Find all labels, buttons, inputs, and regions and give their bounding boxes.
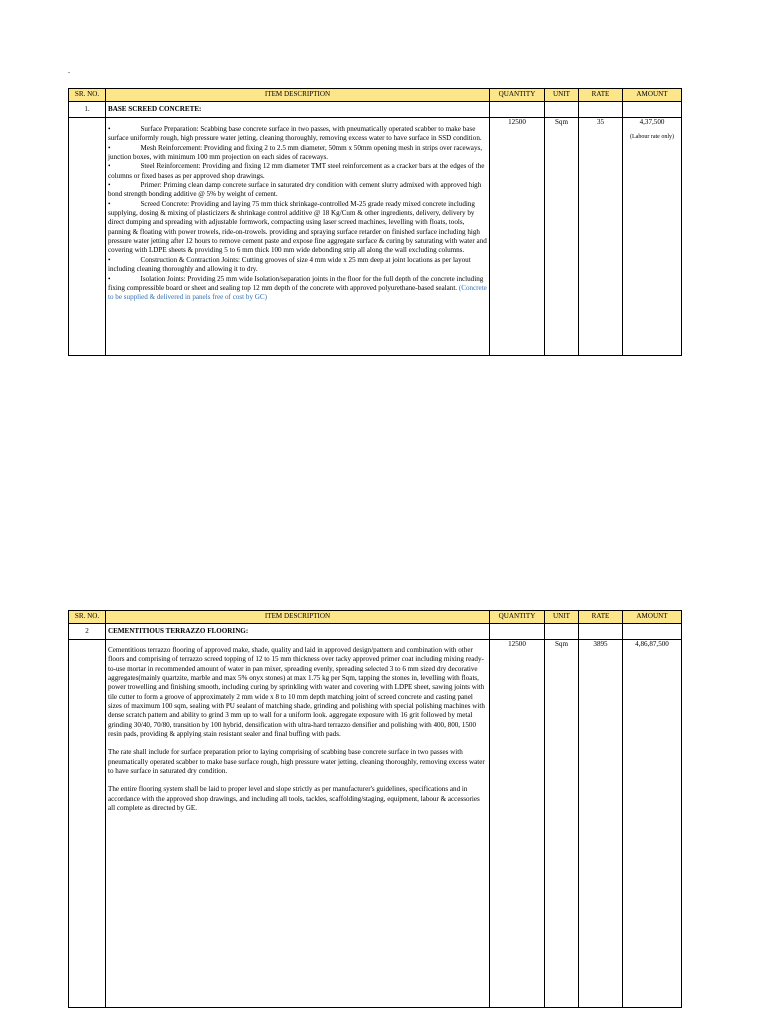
boq-table-item-2 bbox=[68, 610, 682, 1008]
header-item-description: ITEM DESCRIPTION bbox=[106, 611, 490, 624]
header-quantity: QUANTITY bbox=[490, 89, 545, 102]
item-title-row bbox=[69, 624, 682, 640]
item-detail-row bbox=[69, 640, 682, 1008]
amount-value: 4,37,500 bbox=[639, 118, 665, 126]
description-paragraph: The entire flooring system shall be laid to proper level and slope strictly as per manufacturer's guidelines, specifications and in accordance with the approved shop drawings, and including all tools, tackles, scaffolding/staging, equipment, labour & accessories all complete as directed by GE. bbox=[108, 785, 480, 813]
header-quantity: QUANTITY bbox=[490, 611, 545, 624]
description-paragraph: Cementitious terrazzo flooring of approved make, shade, quality and laid in approved design/pattern and combination with other floors and comprising of terrazzo screed topping of 12 to 15 mm thickness over tacky approved primer coat including mixing ready-to-use mortar in recommended amount of water in pan mixer, spreading evenly, spreading selected 3 to 6 mm sized dry decorative aggregates(mainly quartzite, marble and max 5% onyx stones) at max 1.75 kg per Sqm, tapping the stones in, levelling with floats, power trowelling and finishing smooth, including curing by sprinkling with water and covering with LDPE sheet, sawing joints with tile cutter to form a groove of approximately 2 mm wide x 8 to 10 mm depth matching joint of screed concrete and casting panel sizes of maximum 100 sqm, sealing with PU sealant of matching shade, grinding and polishing with special polishing machines with dense scratch pattern and ability to grind 3 mm up to wall for a uniform look. aggregate exposure with 16 grit followed by metal grinding 30/40, 70/80, transition by 100 hybrid, densification with ultra-hard terrazzo densifier and polishing with 400, 800, 1500 resin pads, providing & applying stain resistant sealer and final buffing with pads. bbox=[108, 646, 485, 739]
header-row bbox=[69, 611, 682, 624]
bullet-item: • Screed Concrete: Providing and laying 75 mm thick shrinkage-controlled M-25 grade ready mixed concrete including supplying, dosing & mixing of plasticizers & shrinkage control additive @ 18 Kg/Cum & other ingredients, delivery, delivery by direct dumping and spreading with adjustable formwork, compacting using laser screed machines, levelling with floats, tools, panning & floating with power trowels, ride-on-trowels. providing and spraying surface retarder on finished surface including high pressure water jetting after 12 hours to remove cement paste and expose fine aggregate surface & curing by saturating with water and covering with LDPE sheets & providing 5 to 6 mm thick 100 mm wide debonding strip all along the wall excluding columns. bbox=[108, 199, 487, 255]
bullet-item: • Isolation Joints: Providing 25 mm wide Isolation/separation joints in the floor for the full depth of the concrete including fixing compressible board or sheet and sealing top 12 mm depth of the concrete with approved polyurethane-based sealant. (Concrete to be supplied & delivered in panels free of cost by GC) bbox=[108, 274, 487, 302]
item-sr-no: 2 bbox=[69, 624, 106, 640]
header-amount: AMOUNT bbox=[623, 89, 682, 102]
unit-value: Sqm bbox=[545, 640, 579, 1008]
description-paragraph: The rate shall include for surface preparation prior to laying comprising of scabbing base concrete surface in two passes with pneumatically operated scabber to make base surface rough, high pressure water jetting, cleaning thoroughly, removing excess water to have surface in saturated dry condition. bbox=[108, 748, 485, 776]
item-sr-no: 1. bbox=[69, 102, 106, 118]
amount-cell bbox=[623, 118, 682, 356]
bullet-item: • Primer: Priming clean damp concrete surface in saturated dry condition with cement slurry admixed with approved high bond strength bonding additive @ 5% by weight of cement. bbox=[108, 181, 482, 199]
rate-value: 35 bbox=[579, 118, 623, 356]
header-amount: AMOUNT bbox=[623, 611, 682, 624]
header-item-description: ITEM DESCRIPTION bbox=[106, 89, 490, 102]
bullet-item: • Steel Reinforcement: Providing and fixing 12 mm diameter TMT steel reinforcement as a cracker bars at the edges of the columns or fixed bases as per approved shop drawings. bbox=[108, 162, 485, 180]
boq-table-item-1 bbox=[68, 88, 682, 356]
item-title: CEMENTITIOUS TERRAZZO FLOORING: bbox=[106, 624, 490, 640]
item-detail-row bbox=[69, 118, 682, 356]
bullet-item: • Construction & Contraction Joints: Cutting grooves of size 4 mm wide x 25 mm deep at joint locations as per layout including cleaning thoroughly and allowing it to dry. bbox=[108, 255, 471, 274]
header-sr-no: SR. NO. bbox=[69, 611, 106, 624]
header-unit: UNIT bbox=[545, 611, 579, 624]
header-sr-no: SR. NO. bbox=[69, 89, 106, 102]
bullet-item: • Mesh Reinforcement: Providing and fixing 2 to 2.5 mm diameter, 50mm x 50mm opening mesh in strips over raceways, junction boxes, with minimum 100 mm projection on each sides of raceways. bbox=[108, 143, 483, 162]
header-row bbox=[69, 89, 682, 102]
item-title: BASE SCREED CONCRETE: bbox=[106, 102, 490, 118]
unit-value: Sqm bbox=[545, 118, 579, 356]
header-unit: UNIT bbox=[545, 89, 579, 102]
quantity-value: 12500 bbox=[490, 118, 545, 356]
amount-note: (Labour rate only) bbox=[630, 134, 674, 141]
page-mark: . bbox=[68, 66, 70, 75]
quantity-value: 12500 bbox=[490, 640, 545, 1008]
header-rate: RATE bbox=[579, 611, 623, 624]
amount-value: 4,86,87,500 bbox=[623, 640, 682, 1008]
header-rate: RATE bbox=[579, 89, 623, 102]
rate-value: 3895 bbox=[579, 640, 623, 1008]
supply-note: (Concrete to be supplied & delivered in panels free of cost by GC) bbox=[108, 283, 487, 302]
bullet-item: • Surface Preparation: Scabbing base concrete surface in two passes, with pneumatically operated scabber to make base surface uniformly rough, high pressure water jetting, cleaning thoroughly, removing excess water to have surface in SSD condition. bbox=[108, 125, 482, 143]
item-title-row bbox=[69, 102, 682, 118]
